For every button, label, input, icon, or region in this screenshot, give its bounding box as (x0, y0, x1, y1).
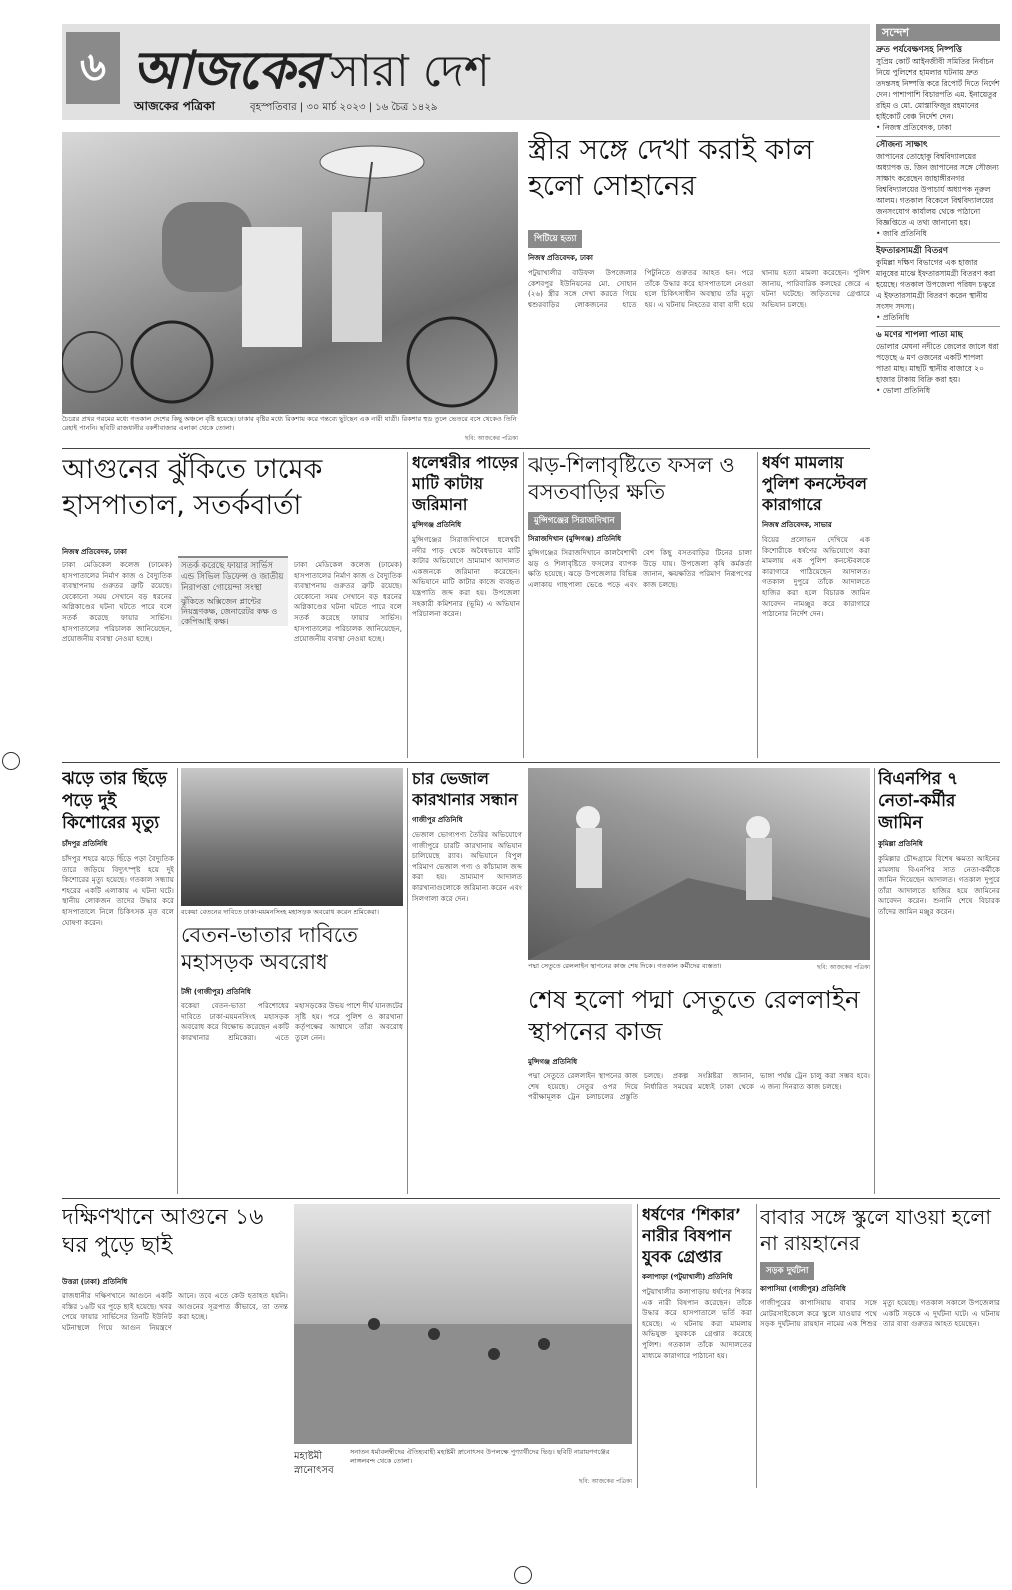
story-body: বিয়ের প্রলোভন দেখিয়ে এক কিশোরীকে ধর্ষণের অভিযোগে করা মামলায় এক পুলিশ কনস্টেবলকে কারাগারে পাঠিয়েছেন আদালত। গতকাল দুপুরে তাঁকে আদালতে হাজির করা হলে বিচারক জামিন আবেদন নামঞ্জুর করে কারাগারে পাঠানোর নির্দেশ দেন। (762, 535, 870, 619)
photo-caption: বকেয়া বেতনের দাবিতে ঢাকা-ময়মনসিংহ মহাসড়ক অবরোধ করেন শ্রমিকেরা। (181, 908, 379, 916)
story-bnp (878, 768, 1000, 1194)
newspaper-logo: আজকের (132, 41, 322, 101)
photo-credit: ছবি: আজকের পত্রিকা (817, 964, 870, 971)
byline: সিরাজদিখান (মুন্সিগঞ্জ) প্রতিনিধি (528, 535, 622, 543)
byline: টঙ্গী (গাজীপুর) প্রতিনিধি (181, 988, 251, 996)
story-body: ভেজাল ভোগ্যপণ্য তৈরির অভিযোগে গাজীপুরে চারটি কারখানায় অভিযান চালিয়েছে র‍্যাব। অভিযানে বিপুল পরিমাণ ভেজাল পণ্য ও কাঁচামাল জব্দ করা হয়। ভ্রাম্যমাণ আদালত কারখানাগুলোকে জরিমানা করেন এবং সিলগালা করে দেন। (412, 830, 522, 903)
story-body: চাঁদপুর শহরে ঝড়ে ছিঁড়ে পড়া বৈদ্যুতিক তারে জড়িয়ে বিদ্যুৎস্পৃষ্ট হয়ে দুই কিশোরের মৃত্যু হয়েছে। গতকাল সন্ধ্যায় শহরের একটি এলাকায় এ ঘটনা ঘটে। স্থানীয় লোকজন তাদের উদ্ধার করে হাসপাতালে নিলে চিকিৎসক মৃত বলে ঘোষণা করেন। (62, 854, 174, 927)
headline: ঝড়ে তার ছিঁড়ে পড়ে দুই কিশোরের মৃত্যু (62, 769, 167, 833)
story-body: ঢাকা মেডিকেল কলেজ (ঢামেক) হাসপাতালের নির্মাণ কাজ ও বৈদ্যুতিক ব্যবস্থাপনায় গুরুতর ত্রুটি রয়েছে। যেকোনো সময় সেখানে বড় ধরনের অগ্নিকাণ্ডের ঘটনা ঘটতে পারে বলে সতর্ক করেছে ফায়ার সার্ভিস। হাসপাতালের পরিচালক জানিয়েছেন, প্রয়োজনীয় ব্যবস্থা নেওয়া হচ্ছে। (62, 560, 172, 644)
registration-mark (2, 752, 20, 770)
photo-credit: ছবি: আজকের পত্রিকা (465, 435, 518, 442)
brief-title: দ্রুত পর্যবেক্ষণসহ নিষ্পত্তি (876, 45, 962, 55)
headline: চার ভেজাল কারখানার সন্ধান (412, 769, 518, 809)
photo-title: মহাষ্টমী স্নানোৎসব (294, 1451, 334, 1476)
story-body: পটুয়াখালীর বাউফল উপজেলার কেশবপুর ইউনিয়নের মো. সোহান (২৬) স্ত্রীর সঙ্গে দেখা করতে গিয়ে শ্বশুরবাড়ির লোকজনের হাতে পিটুনিতে গুরুতর আহত হন। পরে তাঁকে উদ্ধার করে হাসপাতালে নেওয়া হলে চিকিৎসাধীন অবস্থায় তাঁর মৃত্যু হয়। এ ঘটনায় নিহতের বাবা বাদী হয়ে থানায় হত্যা মামলা করেছেন। পুলিশ জানায়, পারিবারিক কলহের জেরে এ ঘটনা ঘটেছে। জড়িতদের গ্রেপ্তারে অভিযান চলছে। (528, 268, 870, 309)
byline: নিজস্ব প্রতিবেদক, ঢাকা (528, 254, 593, 262)
story-body: রাজধানীর দক্ষিণখানে আগুনে একটি বস্তির ১৬টি ঘর পুড়ে ছাই হয়েছে। খবর পেয়ে ফায়ার সার্ভিসের তিনটি ইউনিট ঘটনাস্থলে গিয়ে আগুন নিয়ন্ত্রণে আনে। তবে এতে কেউ হতাহত হয়নি। আগুনের সূত্রপাত কীভাবে, তা তদন্ত করা হচ্ছে। (62, 1291, 288, 1332)
rickshaw-illustration (62, 132, 518, 414)
story-body: বকেয়া বেতন-ভাতা পরিশোধের দাবিতে ঢাকা-ময়মনসিংহ মহাসড়ক অবরোধ করে বিক্ষোভ করেছেন একটি কারখানার শ্রমিকেরা। এতে মহাসড়কের উভয় পাশে দীর্ঘ যানজটের সৃষ্টি হয়। পরে পুলিশ ও কারখানা কর্তৃপক্ষের আশ্বাসে তাঁরা অবরোধ তুলে নেন। (181, 1001, 403, 1042)
story-body: মুন্সিগঞ্জের সিরাজদিখানে ধলেশ্বরী নদীর পাড় থেকে অবৈধভাবে মাটি কাটার অভিযোগে ভ্রাম্যমাণ আদালত একজনকে জরিমানা করেছেন। অভিযানে মাটি কাটার কাজে ব্যবহৃত যন্ত্রপাতি জব্দ করা হয়। উপজেলা সহকারী কমিশনার (ভূমি) এ অভিযান পরিচালনা করেন। (412, 535, 520, 619)
byline: উত্তরা (ঢাকা) প্রতিনিধি (62, 1278, 128, 1286)
headline: বেতন-ভাতার দাবিতে মহাসড়ক অবরোধ (181, 923, 358, 974)
brief-text: জাপানের তোহোকু বিশ্ববিদ্যালয়ের অধ্যাপক ড. জিন জাপানের সঙ্গে সৌজন্য সাক্ষাৎ করেছেন জাহাঙ্গীরনগর বিশ্ববিদ্যালয়ের উপাচার্য অধ্যাপক নূরুল আলম। গতকাল বিকেলে বিশ্ববিদ্যালয়ের জনসংযোগ কার্যালয় থেকে পাঠানো বিজ্ঞপ্তিতে এ তথ্য জানানো হয়। (876, 152, 999, 227)
snan-photo (294, 1204, 632, 1444)
byline: গাজীপুর প্রতিনিধি (412, 816, 463, 824)
story-dhamec (62, 546, 402, 758)
dateline: বৃহস্পতিবার | ৩০ মার্চ ২০২৩ | ১৬ চৈত্র ১৪২৯ (250, 102, 438, 113)
divider (757, 452, 758, 758)
masthead (62, 24, 870, 120)
story-headline (62, 1204, 288, 1274)
story-fire (62, 1276, 288, 1482)
divider (407, 452, 408, 758)
story-storm (528, 452, 752, 758)
brief-credit: • ভোলা প্রতিনিধি (876, 386, 931, 395)
story-headline (528, 984, 870, 1054)
kicker-label: সড়ক দুর্ঘটনা (760, 1262, 814, 1280)
photo-caption: চৈত্রের প্রখর গরমের মধ্যে গতকাল দেশের কিছু অঞ্চলে বৃষ্টি হয়েছে। ঢাকার বৃষ্টির মধ্যে রিকশায় করে গন্তব্যে ছুটছেন এক নারী যাত্রী। রিকশার হুড তুলে ভেতরে বসে থেকেও তিনি রেহাই পাননি। ছবিটি রাজধানীর বকশীবাজার এলাকা থেকে তোলা। (62, 415, 517, 432)
brief-title: ইফতারসামগ্রী বিতরণ (876, 246, 949, 256)
kicker-label: পিটিয়ে হত্যা (528, 230, 582, 248)
story-constable (762, 452, 870, 758)
divider (62, 1198, 1000, 1199)
divider (407, 768, 408, 1194)
sub-brand: আজকের পত্রিকা (134, 99, 215, 113)
brief-text: ভোলার মেঘনা নদীতে জেলের জালে ধরা পড়েছে ৬ মণ ওজনের একটি শাপলা পাতা মাছ। মাছটি স্থানীয় বাজারে ২০ হাজার টাকায় বিক্রি করা হয়। (876, 342, 999, 384)
story-body: পদ্মা সেতুতে রেললাইন স্থাপনের কাজ শেষ হয়েছে। সেতুর ওপর দিয়ে পরীক্ষামূলক ট্রেন চলাচলের প্রস্তুতি চলছে। প্রকল্প সংশ্লিষ্টরা জানান, নির্ধারিত সময়ের মধ্যেই ঢাকা থেকে ভাঙ্গা পর্যন্ত ট্রেন চালু করা সম্ভব হবে। এ জন্য দিনরাত কাজ চলছে। (528, 1071, 870, 1102)
protest-photo (181, 768, 403, 906)
lead-photo (62, 132, 518, 414)
brief-title: ৬ মণের শাপলা পাতা মাছ (876, 330, 963, 340)
headline: ঝড়-শিলাবৃষ্টিতে ফসল ও বসতবাড়ির ক্ষতি (528, 453, 735, 504)
story-body-continued: ঢাকা মেডিকেল কলেজ (ঢামেক) হাসপাতালের নির্মাণ কাজ ও বৈদ্যুতিক ব্যবস্থাপনায় গুরুতর ত্রুটি রয়েছে। যেকোনো সময় সেখানে বড় ধরনের অগ্নিকাণ্ডের ঘটনা ঘটতে পারে বলে সতর্ক করেছে ফায়ার সার্ভিস। হাসপাতালের পরিচালক জানিয়েছেন, প্রয়োজনীয় ব্যবস্থা নেওয়া হচ্ছে। (294, 560, 402, 644)
kicker-label: মুন্সিগঞ্জের সিরাজদিখান (528, 512, 621, 530)
pullquote-secondary: ঝুঁকিতে অক্সিজেন প্লান্টের নিয়ন্ত্রণকক্ষ, জেনারেটর কক্ষ ও কেপিআই কক্ষ। (181, 597, 278, 626)
registration-mark (514, 1566, 532, 1584)
pullquote: সতর্ক করেছে ফায়ার সার্ভিস এন্ড সিভিল ডিফেন্স ও জাতীয় নিরাপত্তা গোয়েন্দা সংস্থা (181, 561, 284, 593)
headline: শেষ হলো পদ্মা সেতুতে রেললাইন স্থাপনের কাজ (528, 985, 860, 1046)
headline: ধলেশ্বরীর পাড়ের মাটি কাটায় জরিমানা (412, 453, 519, 514)
story-kishore (62, 768, 174, 1194)
divider (177, 768, 178, 1194)
byline: মুন্সিগঞ্জ প্রতিনিধি (412, 521, 461, 529)
divider (523, 452, 524, 758)
story-dhaleshwari (412, 452, 520, 758)
story-body: কুমিল্লার চৌদ্দগ্রামে বিশেষ ক্ষমতা আইনের মামলায় বিএনপির সাত নেতা-কর্মীকে জামিন দিয়েছেন আদালত। গতকাল দুপুরে তাঁরা আদালতে হাজির হয়ে জামিনের আবেদন করেন। শুনানি শেষে বিচারক তাঁদের জামিন মঞ্জুর করেন। (878, 854, 1000, 916)
story-body: গাজীপুরের কাপাসিয়ায় বাবার সঙ্গে মোটরসাইকেলে করে স্কুলে যাওয়ার পথে সড়ক দুর্ঘটনায় রায়হান নামের এক শিশুর মৃত্যু হয়েছে। গতকাল সকালে উপজেলার একটি সড়কে এ দুর্ঘটনা ঘটে। এ ঘটনায় তার বাবা গুরুতর আহত হয়েছেন। (760, 1298, 1000, 1329)
headline: ধর্ষণ মামলায় পুলিশ কনস্টেবল কারাগারে (762, 453, 867, 514)
divider (62, 448, 870, 449)
brief-text: কুমিল্লা দক্ষিণ বিভাগের এক হাজার মানুষের মাঝে ইফতারসামগ্রী বিতরণ করা হয়েছে। গতকাল উপজেলা পরিষদ চত্বরে এ ইফতারসামগ্রী বিতরণ করেন স্থানীয় সংসদ সদস্য। (876, 258, 996, 311)
brief-credit: • নিজস্ব প্রতিবেদক, ঢাকা (876, 123, 952, 132)
section-title: সারা দেশ (330, 46, 490, 97)
divider (876, 136, 1000, 137)
divider (62, 762, 1000, 763)
story-bhejal (412, 768, 522, 968)
brief-credit: • প্রতিনিধি (876, 313, 910, 322)
photo-caption: সনাতন ধর্মাবলম্বীদের ঐতিহ্যবাহী মহাষ্টমী স্নানোৎসব উপলক্ষে পুণ্যার্থীদের ভিড়। ছবিটি নারায়ণগঞ্জের লাঙ্গলবন্দ থেকে তোলা। (350, 1448, 610, 1465)
headline: দক্ষিণখানে আগুনে ১৬ ঘর পুড়ে ছাই (62, 1205, 264, 1258)
photo-credit: ছবি: আজকের পত্রিকা (579, 1478, 632, 1485)
divider (637, 1204, 638, 1488)
padma-photo (528, 768, 870, 960)
story-padma (528, 1056, 870, 1194)
story-sohan (528, 226, 870, 444)
byline: নিজস্ব প্রতিবেদক, ঢাকা (62, 548, 127, 556)
sidebar-briefs (876, 24, 1000, 774)
byline: কাপাসিয়া (গাজীপুর) প্রতিনিধি (760, 1285, 846, 1293)
headline: বিএনপির ৭ নেতা-কর্মীর জামিন (878, 769, 959, 833)
pullquote-box (178, 556, 288, 626)
story-rayhan (760, 1204, 1000, 1488)
brief-item (876, 246, 1000, 323)
brief-credit: • জাবি প্রতিনিধি (876, 229, 927, 238)
brief-item (876, 45, 1000, 133)
divider (876, 326, 1000, 327)
sidebar-header: সন্দেশ (876, 24, 1000, 41)
byline: কুমিল্লা প্রতিনিধি (878, 840, 923, 848)
story-body: মুন্সিগঞ্জের সিরাজদিখানে কালবৈশাখী ঝড় ও শিলাবৃষ্টিতে ফসলের ব্যাপক ক্ষতি হয়েছে। ঝড়ে উপজেলার বিভিন্ন এলাকায় গাছপালা ভেঙে পড়ে এবং বেশ কিছু বসতবাড়ির টিনের চালা উড়ে যায়। উপজেলা কৃষি কর্মকর্তা জানান, ক্ষয়ক্ষতির পরিমাণ নিরূপণের কাজ চলছে। (528, 548, 752, 589)
story-body: পটুয়াখালীর কলাপাড়ায় ধর্ষণের শিকার এক নারী বিষপান করেছেন। তাঁকে উদ্ধার করে হাসপাতালে ভর্তি করা হয়েছে। এ ঘটনায় করা মামলায় অভিযুক্ত যুবককে গ্রেপ্তার করেছে পুলিশ। গতকাল তাঁকে আদালতের মাধ্যমে কারাগারে পাঠানো হয়। (642, 1287, 752, 1360)
crowd-illustration (294, 1204, 632, 1444)
bridge-work-illustration (528, 768, 870, 960)
brief-title: সৌজন্য সাক্ষাৎ (876, 140, 928, 150)
byline: চাঁদপুর প্রতিনিধি (62, 840, 108, 848)
story-protest (181, 986, 403, 1194)
story-headline (528, 132, 870, 212)
story-dharshan (642, 1204, 752, 1488)
divider (756, 1204, 757, 1488)
byline: মুন্সিগঞ্জ প্রতিনিধি (528, 1058, 577, 1066)
divider (874, 768, 875, 1194)
headline: আগুনের ঝুঁকিতে ঢামেক হাসপাতাল, সতর্কবার্তা (62, 454, 323, 521)
brief-item (876, 330, 1000, 396)
headline: বাবার সঙ্গে স্কুলে যাওয়া হলো না রায়হানের (760, 1205, 992, 1255)
page-number: ৬ (66, 32, 120, 104)
headline: ধর্ষণের ‘শিকার’ নারীর বিষপান যুবক গ্রেপ্তার (642, 1205, 742, 1266)
story-headline (62, 452, 402, 542)
byline: কলাপাড়া (পটুয়াখালী) প্রতিনিধি (642, 1273, 733, 1281)
divider (876, 242, 1000, 243)
brief-text: সুপ্রিম কোর্ট আইনজীবী সমিতির নির্বাচন নিয়ে পুলিশের হামলার ঘটনায় দ্রুত তদন্তসহ নিষ্পত্তি করে রিপোর্ট দিতে নির্দেশ দেন। পাশাপাশি বিচারপতি এম. ইনায়েতুর রহিম ও মো. মোস্তাফিজুর রহমানের হাইকোর্ট বেঞ্চ নির্দেশ দেন। (876, 57, 1000, 121)
brief-item (876, 140, 1000, 239)
headline: স্ত্রীর সঙ্গে দেখা করাই কাল হলো সোহানের (528, 133, 814, 202)
photo-caption: পদ্মা সেতুতে রেললাইন স্থাপনের কাজ শেষ দিকে। গতকাল কর্মীদের ব্যস্ততা। (528, 962, 722, 970)
byline: নিজস্ব প্রতিবেদক, সাভার (762, 521, 832, 529)
story-headline (181, 922, 403, 982)
